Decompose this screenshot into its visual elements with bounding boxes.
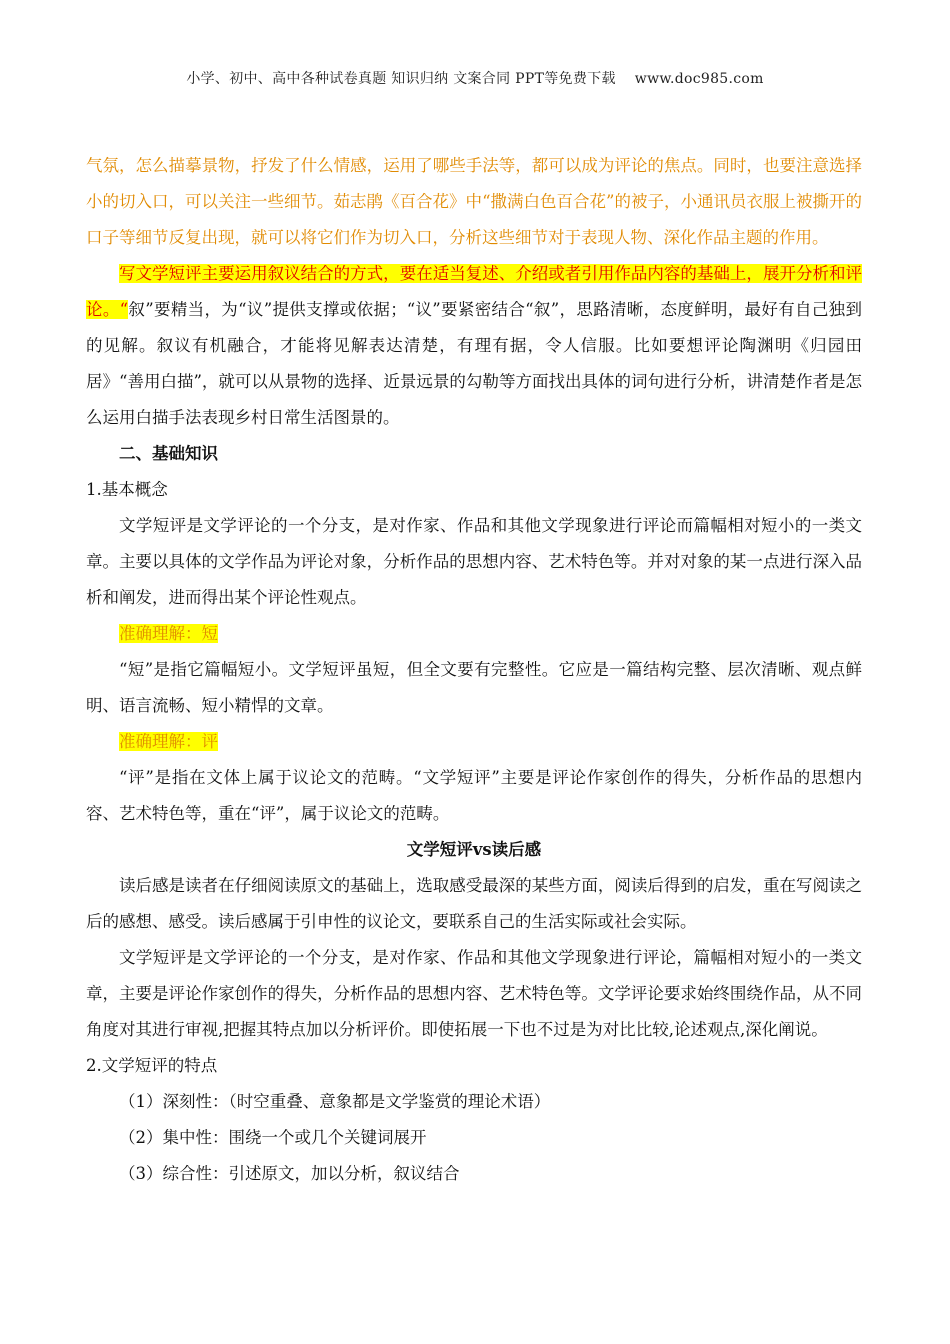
subsection-title-features: 2.文学短评的特点 (86, 1056, 218, 1075)
comparison-title: 文学短评vs读后感 (406, 840, 542, 859)
section-heading: 二、基础知识 (119, 444, 218, 463)
paragraph-comment: “评”是指在文体上属于议论文的范畴。“文学短评”主要是评论作家创作的得失，分析作品的思想内容、艺术特色等，重在“评”，属于议论文的范畴。 (86, 768, 862, 823)
paragraph-literary-review: 文学短评是文学评论的一个分支，是对作家、作品和其他文学现象进行评论，篇幅相对短小的一类文章，主要是评论作家创作的得失，分析作品的思想内容、艺术特色等。文学评论要求始终围绕作品，从不同角度对其进行审视,把握其特点加以分析评价。即使拓展一下也不过是为对比比较,论述观点,深化阐说。 (86, 948, 862, 1039)
paragraph-short: “短”是指它篇幅短小。文学短评虽短，但全文要有完整性。它应是一篇结构完整、层次清晰、观点鲜明、语言流畅、短小精悍的文章。 (86, 660, 862, 715)
feature-item: （3）综合性：引述原文，加以分析，叙议结合 (119, 1164, 460, 1183)
paragraph-text: 叙”要精当，为“议”提供支撑或依据；“议”要紧密结合“叙”，思路清晰，态度鲜明，最好有自己独到的见解。叙议有机融合，才能将见解表达清楚，有理有据，令人信服。比如要想评论陶渊明《归园田居》“善用白描”，就可以从景物的选择、近景远景的勾勒等方面找出具体的词句进行分析，讲清楚作者是怎么运用白描手法表现乡村日常生活图景的。 (86, 300, 862, 427)
paragraph-focus-points: 气氛，怎么描摹景物，抒发了什么情感，运用了哪些手法等，都可以成为评论的焦点。同时，也要注意选择小的切入口，可以关注一些细节。茹志鹃《百合花》中“撒满白色百合花”的被子，小通讯员衣服上被撕开的口子等细节反复出现，就可以将它们作为切入口，分析这些细节对于表现人物、深化作品主题的作用。 (86, 156, 862, 247)
feature-item: （2）集中性：围绕一个或几个关键词展开 (119, 1128, 427, 1147)
feature-item: （1）深刻性：（时空重叠、意象都是文学鉴赏的理论术语） (119, 1092, 551, 1111)
document-body (86, 148, 862, 1192)
highlighted-text: 写文学短评主要运用叙议结合的方式，要在适当复述、介绍或者引用作品内容的基础上，展开分析和评论。“ (86, 264, 862, 319)
paragraph-reading-response: 读后感是读者在仔细阅读原文的基础上，选取感受最深的某些方面，阅读后得到的启发，重在写阅读之后的感想、感受。读后感属于引申性的议论文，要联系自己的生活实际或社会实际。 (86, 876, 862, 931)
label-comment: 准确理解：评 (119, 732, 218, 751)
paragraph-basic-concept: 文学短评是文学评论的一个分支，是对作家、作品和其他文学现象进行评论而篇幅相对短小的一类文章。主要以具体的文学作品为评论对象，分析作品的思想内容、艺术特色等。并对对象的某一点进行深入品析和阐发，进而得出某个评论性观点。 (86, 516, 862, 607)
label-short: 准确理解：短 (119, 624, 218, 643)
paragraph-narration-discussion (86, 256, 862, 436)
subsection-title-basic-concept: 1.基本概念 (86, 480, 168, 499)
page-header: 小学、初中、高中各种试卷真题 知识归纳 文案合同 PPT等免费下载 www.doc985.com (186, 71, 764, 87)
